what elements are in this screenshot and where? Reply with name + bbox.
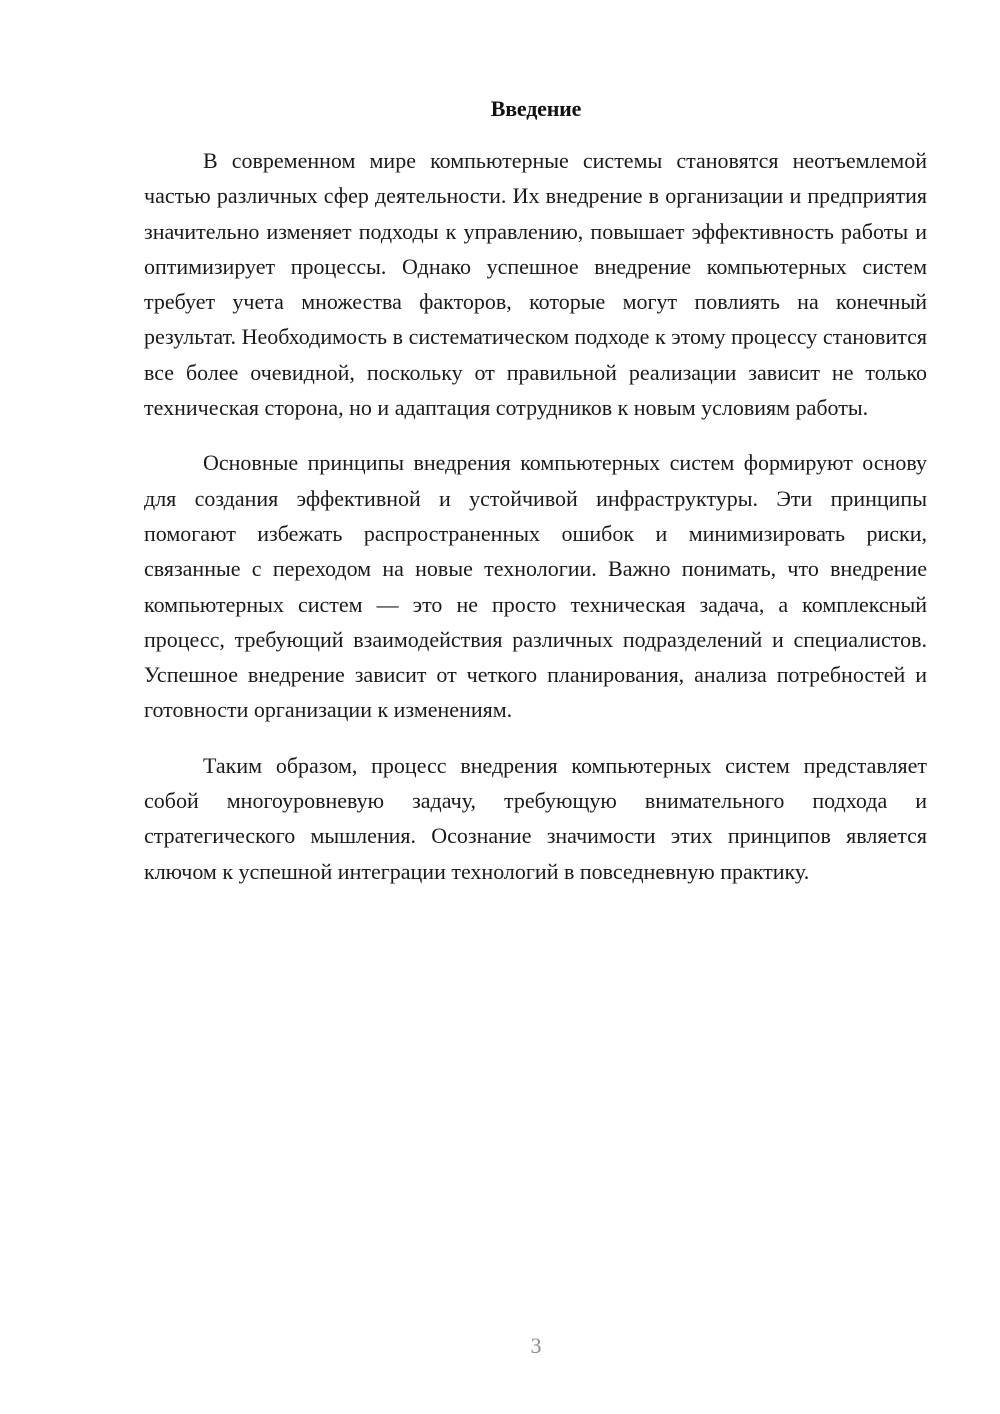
paragraph-principles: Основные принципы внедрения компьютерных систем формируют основу для создания эффективной и устойчивой инфраструктуры. Эти принципы помогают избежать распространенных ошибок и минимизировать риски, связанные с переходом на новые технологии. Важно понимать, что внедрение компьютерных систем — это не просто техническая задача, а комплексный процесс, требующий взаимодействия различных подразделений и специалистов. Успешное внедрение зависит от четкого планирования, анализа потребностей и готовности организации к изменениям. xyxy=(144,450,927,723)
document-body xyxy=(144,143,927,889)
page-title: Введение xyxy=(490,96,582,121)
page-number: 3 xyxy=(530,1333,542,1358)
paragraph-intro: В современном мире компьютерные системы становятся неотъемлемой частью различных сфер деятельности. Их внедрение в организации и предприятия значительно изменяет подходы к управлению, повышает эффективность работы и оптимизирует процессы. Однако успешное внедрение компьютерных систем требует учета множества факторов, которые могут повлиять на конечный результат. Необходимость в систематическом подходе к этому процессу становится все более очевидной, поскольку от правильной реализации зависит не только техническая сторона, но и адаптация сотрудников к новым условиям работы. xyxy=(144,148,927,421)
paragraph-conclusion: Таким образом, процесс внедрения компьютерных систем представляет собой многоуровневую задачу, требующую внимательного подхода и стратегического мышления. Осознание значимости этих принципов является ключом к успешной интеграции технологий в повседневную практику. xyxy=(144,752,927,884)
